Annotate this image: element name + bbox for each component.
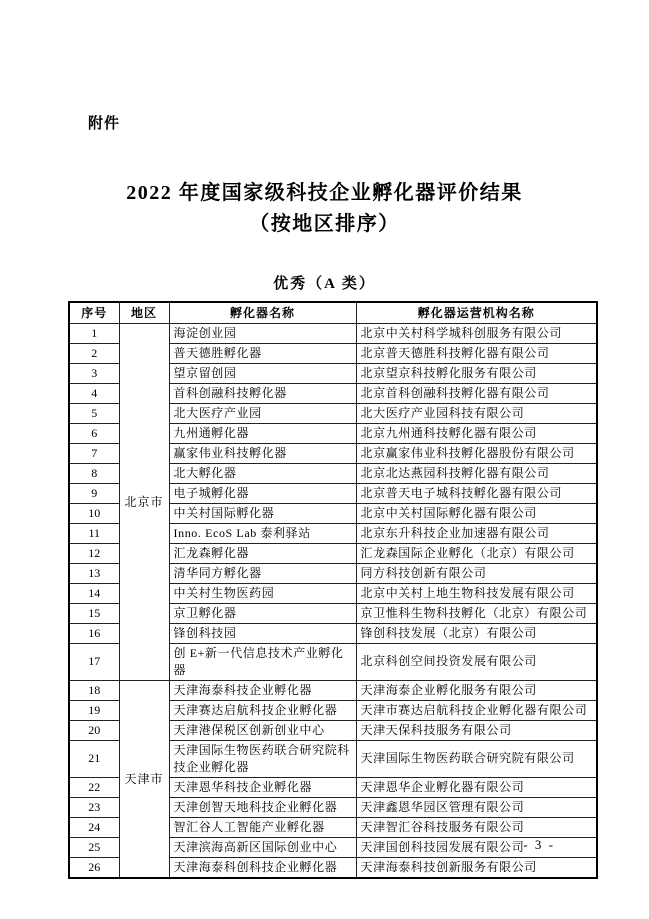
section-title: 优秀（A 类） bbox=[273, 276, 376, 292]
seq-cell: 6 bbox=[69, 423, 119, 443]
seq-cell: 7 bbox=[69, 443, 119, 463]
operator-cell: 北京九州通科技孵化器有限公司 bbox=[356, 423, 597, 443]
operator-cell: 同方科技创新有限公司 bbox=[356, 563, 597, 583]
incubator-cell: 电子城孵化器 bbox=[169, 483, 356, 503]
operator-cell: 天津海泰科技创新服务有限公司 bbox=[356, 857, 597, 878]
operator-cell: 北京中关村科学城科创服务有限公司 bbox=[356, 323, 597, 343]
incubator-cell: 中关村生物医药园 bbox=[169, 583, 356, 603]
seq-cell: 1 bbox=[69, 323, 119, 343]
incubator-cell: 天津赛达启航科技企业孵化器 bbox=[169, 700, 356, 720]
incubator-cell: Inno. EcoS Lab 泰利驿站 bbox=[169, 523, 356, 543]
seq-cell: 8 bbox=[69, 463, 119, 483]
operator-cell: 北京科创空间投资发展有限公司 bbox=[356, 643, 597, 680]
incubator-cell: 清华同方孵化器 bbox=[169, 563, 356, 583]
seq-cell: 19 bbox=[69, 700, 119, 720]
seq-cell: 21 bbox=[69, 740, 119, 777]
incubator-cell: 北大医疗产业园 bbox=[169, 403, 356, 423]
seq-cell: 14 bbox=[69, 583, 119, 603]
incubator-cell: 创 E+新一代信息技术产业孵化器 bbox=[169, 643, 356, 680]
incubator-cell: 天津海泰科技企业孵化器 bbox=[169, 680, 356, 700]
incubator-cell: 京卫孵化器 bbox=[169, 603, 356, 623]
incubator-cell: 天津恩华科技企业孵化器 bbox=[169, 777, 356, 797]
incubator-cell: 首科创融科技孵化器 bbox=[169, 383, 356, 403]
seq-cell: 11 bbox=[69, 523, 119, 543]
table-header-cell: 序号 bbox=[69, 302, 119, 323]
attachment-label: 附件 bbox=[88, 115, 121, 132]
seq-cell: 16 bbox=[69, 623, 119, 643]
incubator-cell: 天津海泰科创科技企业孵化器 bbox=[169, 857, 356, 878]
operator-cell: 北京北达燕园科技孵化器有限公司 bbox=[356, 463, 597, 483]
doc-title-line2: （按地区排序） bbox=[249, 213, 400, 235]
seq-cell: 9 bbox=[69, 483, 119, 503]
incubator-cell: 九州通孵化器 bbox=[169, 423, 356, 443]
seq-cell: 20 bbox=[69, 720, 119, 740]
incubator-cell: 北大孵化器 bbox=[169, 463, 356, 483]
seq-cell: 26 bbox=[69, 857, 119, 878]
seq-cell: 3 bbox=[69, 363, 119, 383]
table-row bbox=[69, 323, 597, 343]
operator-cell: 北京中关村国际孵化器有限公司 bbox=[356, 503, 597, 523]
seq-cell: 18 bbox=[69, 680, 119, 700]
seq-cell: 13 bbox=[69, 563, 119, 583]
operator-cell: 北京中关村上地生物科技发展有限公司 bbox=[356, 583, 597, 603]
operator-cell: 北京东升科技企业加速器有限公司 bbox=[356, 523, 597, 543]
operator-cell: 汇龙森国际企业孵化（北京）有限公司 bbox=[356, 543, 597, 563]
region-cell: 天津市 bbox=[119, 680, 169, 878]
seq-cell: 10 bbox=[69, 503, 119, 523]
incubator-cell: 天津滨海高新区国际创业中心 bbox=[169, 837, 356, 857]
operator-cell: 北京首科创融科技孵化器有限公司 bbox=[356, 383, 597, 403]
doc-title bbox=[0, 178, 649, 240]
incubator-cell: 海淀创业园 bbox=[169, 323, 356, 343]
table-body bbox=[69, 323, 597, 878]
seq-cell: 23 bbox=[69, 797, 119, 817]
operator-cell: 天津国际生物医药联合研究院有限公司 bbox=[356, 740, 597, 777]
incubator-cell: 天津国际生物医药联合研究院科技企业孵化器 bbox=[169, 740, 356, 777]
operator-cell: 天津市赛达启航科技企业孵化器有限公司 bbox=[356, 700, 597, 720]
seq-cell: 15 bbox=[69, 603, 119, 623]
table-header-row bbox=[69, 302, 597, 323]
incubator-cell: 汇龙森孵化器 bbox=[169, 543, 356, 563]
operator-cell: 天津鑫恩华园区管理有限公司 bbox=[356, 797, 597, 817]
operator-cell: 北京赢家伟业科技孵化器股份有限公司 bbox=[356, 443, 597, 463]
operator-cell: 锋创科技发展（北京）有限公司 bbox=[356, 623, 597, 643]
seq-cell: 22 bbox=[69, 777, 119, 797]
seq-cell: 2 bbox=[69, 343, 119, 363]
seq-cell: 5 bbox=[69, 403, 119, 423]
operator-cell: 天津智汇谷科技服务有限公司 bbox=[356, 817, 597, 837]
operator-cell: 天津海泰企业孵化服务有限公司 bbox=[356, 680, 597, 700]
operator-cell: 天津国创科技园发展有限公司 bbox=[356, 837, 597, 857]
table-row bbox=[69, 680, 597, 700]
incubator-cell: 望京留创园 bbox=[169, 363, 356, 383]
table-header-cell: 地区 bbox=[119, 302, 169, 323]
incubator-cell: 中关村国际孵化器 bbox=[169, 503, 356, 523]
operator-cell: 北京普天电子城科技孵化器有限公司 bbox=[356, 483, 597, 503]
operator-cell: 北大医疗产业园科技有限公司 bbox=[356, 403, 597, 423]
results-table bbox=[68, 301, 598, 879]
incubator-cell: 锋创科技园 bbox=[169, 623, 356, 643]
incubator-cell: 天津创智天地科技企业孵化器 bbox=[169, 797, 356, 817]
incubator-cell: 智汇谷人工智能产业孵化器 bbox=[169, 817, 356, 837]
operator-cell: 北京望京科技孵化服务有限公司 bbox=[356, 363, 597, 383]
page-number: - 3 - bbox=[523, 837, 555, 852]
seq-cell: 17 bbox=[69, 643, 119, 680]
seq-cell: 24 bbox=[69, 817, 119, 837]
incubator-cell: 天津港保税区创新创业中心 bbox=[169, 720, 356, 740]
operator-cell: 京卫惟科生物科技孵化（北京）有限公司 bbox=[356, 603, 597, 623]
table-header bbox=[69, 302, 597, 323]
region-cell: 北京市 bbox=[119, 323, 169, 680]
incubator-cell: 赢家伟业科技孵化器 bbox=[169, 443, 356, 463]
seq-cell: 12 bbox=[69, 543, 119, 563]
seq-cell: 25 bbox=[69, 837, 119, 857]
operator-cell: 天津恩华企业孵化器有限公司 bbox=[356, 777, 597, 797]
incubator-cell: 普天德胜孵化器 bbox=[169, 343, 356, 363]
doc-title-line1: 2022 年度国家级科技企业孵化器评价结果 bbox=[126, 182, 523, 204]
table-header-cell: 孵化器名称 bbox=[169, 302, 356, 323]
operator-cell: 北京普天德胜科技孵化器有限公司 bbox=[356, 343, 597, 363]
table-header-cell: 孵化器运营机构名称 bbox=[356, 302, 597, 323]
seq-cell: 4 bbox=[69, 383, 119, 403]
operator-cell: 天津天保科技服务有限公司 bbox=[356, 720, 597, 740]
